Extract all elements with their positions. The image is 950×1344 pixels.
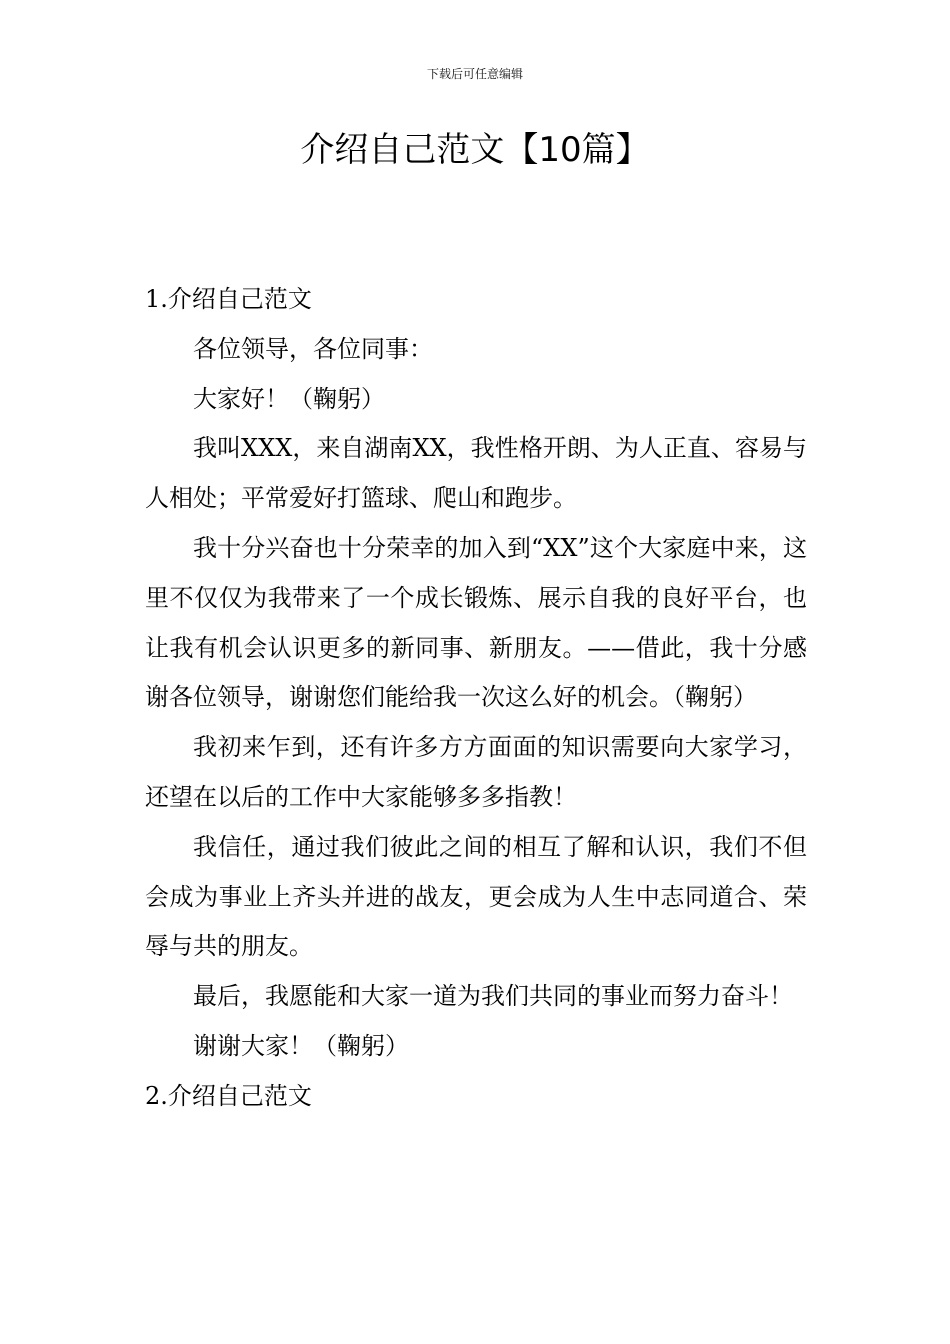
paragraph: 谢谢大家！（鞠躬） [193,1031,409,1060]
paragraph: 我十分兴奋也十分荣幸的加入到“XX”这个大家庭中来，这里不仅仅为我带来了一个成长锻炼、展示自我的良好平台，也让我有机会认识更多的新同事、新朋友。——借此，我十分感谢各位领导，谢谢您们能给我一次这么好的机会。（鞠躬） [145,533,807,712]
paragraph: 我初来乍到，还有许多方方面面的知识需要向大家学习，还望在以后的工作中大家能够多多指教！ [145,733,807,811]
paragraph: 各位领导，各位同事： [193,334,433,363]
document-title: 介绍自己范文【10篇】 [300,130,650,170]
paragraph: 最后，我愿能和大家一道为我们共同的事业而努力奋斗！ [193,982,793,1011]
paragraph: 我叫XXX，来自湖南XX，我性格开朗、为人正直、容易与人相处；平常爱好打篮球、爬山和跑步。 [145,434,807,513]
paragraph: 我信任，通过我们彼此之间的相互了解和认识，我们不但会成为事业上齐头并进的战友，更会成为人生中志同道合、荣辱与共的朋友。 [145,832,807,961]
paragraph: 大家好！（鞠躬） [193,384,385,413]
page-header-note: 下载后可任意编辑 [426,67,523,81]
section-heading: 1.介绍自己范文 [145,285,312,313]
document-body [145,275,807,1122]
section-heading: 2.介绍自己范文 [145,1081,312,1110]
